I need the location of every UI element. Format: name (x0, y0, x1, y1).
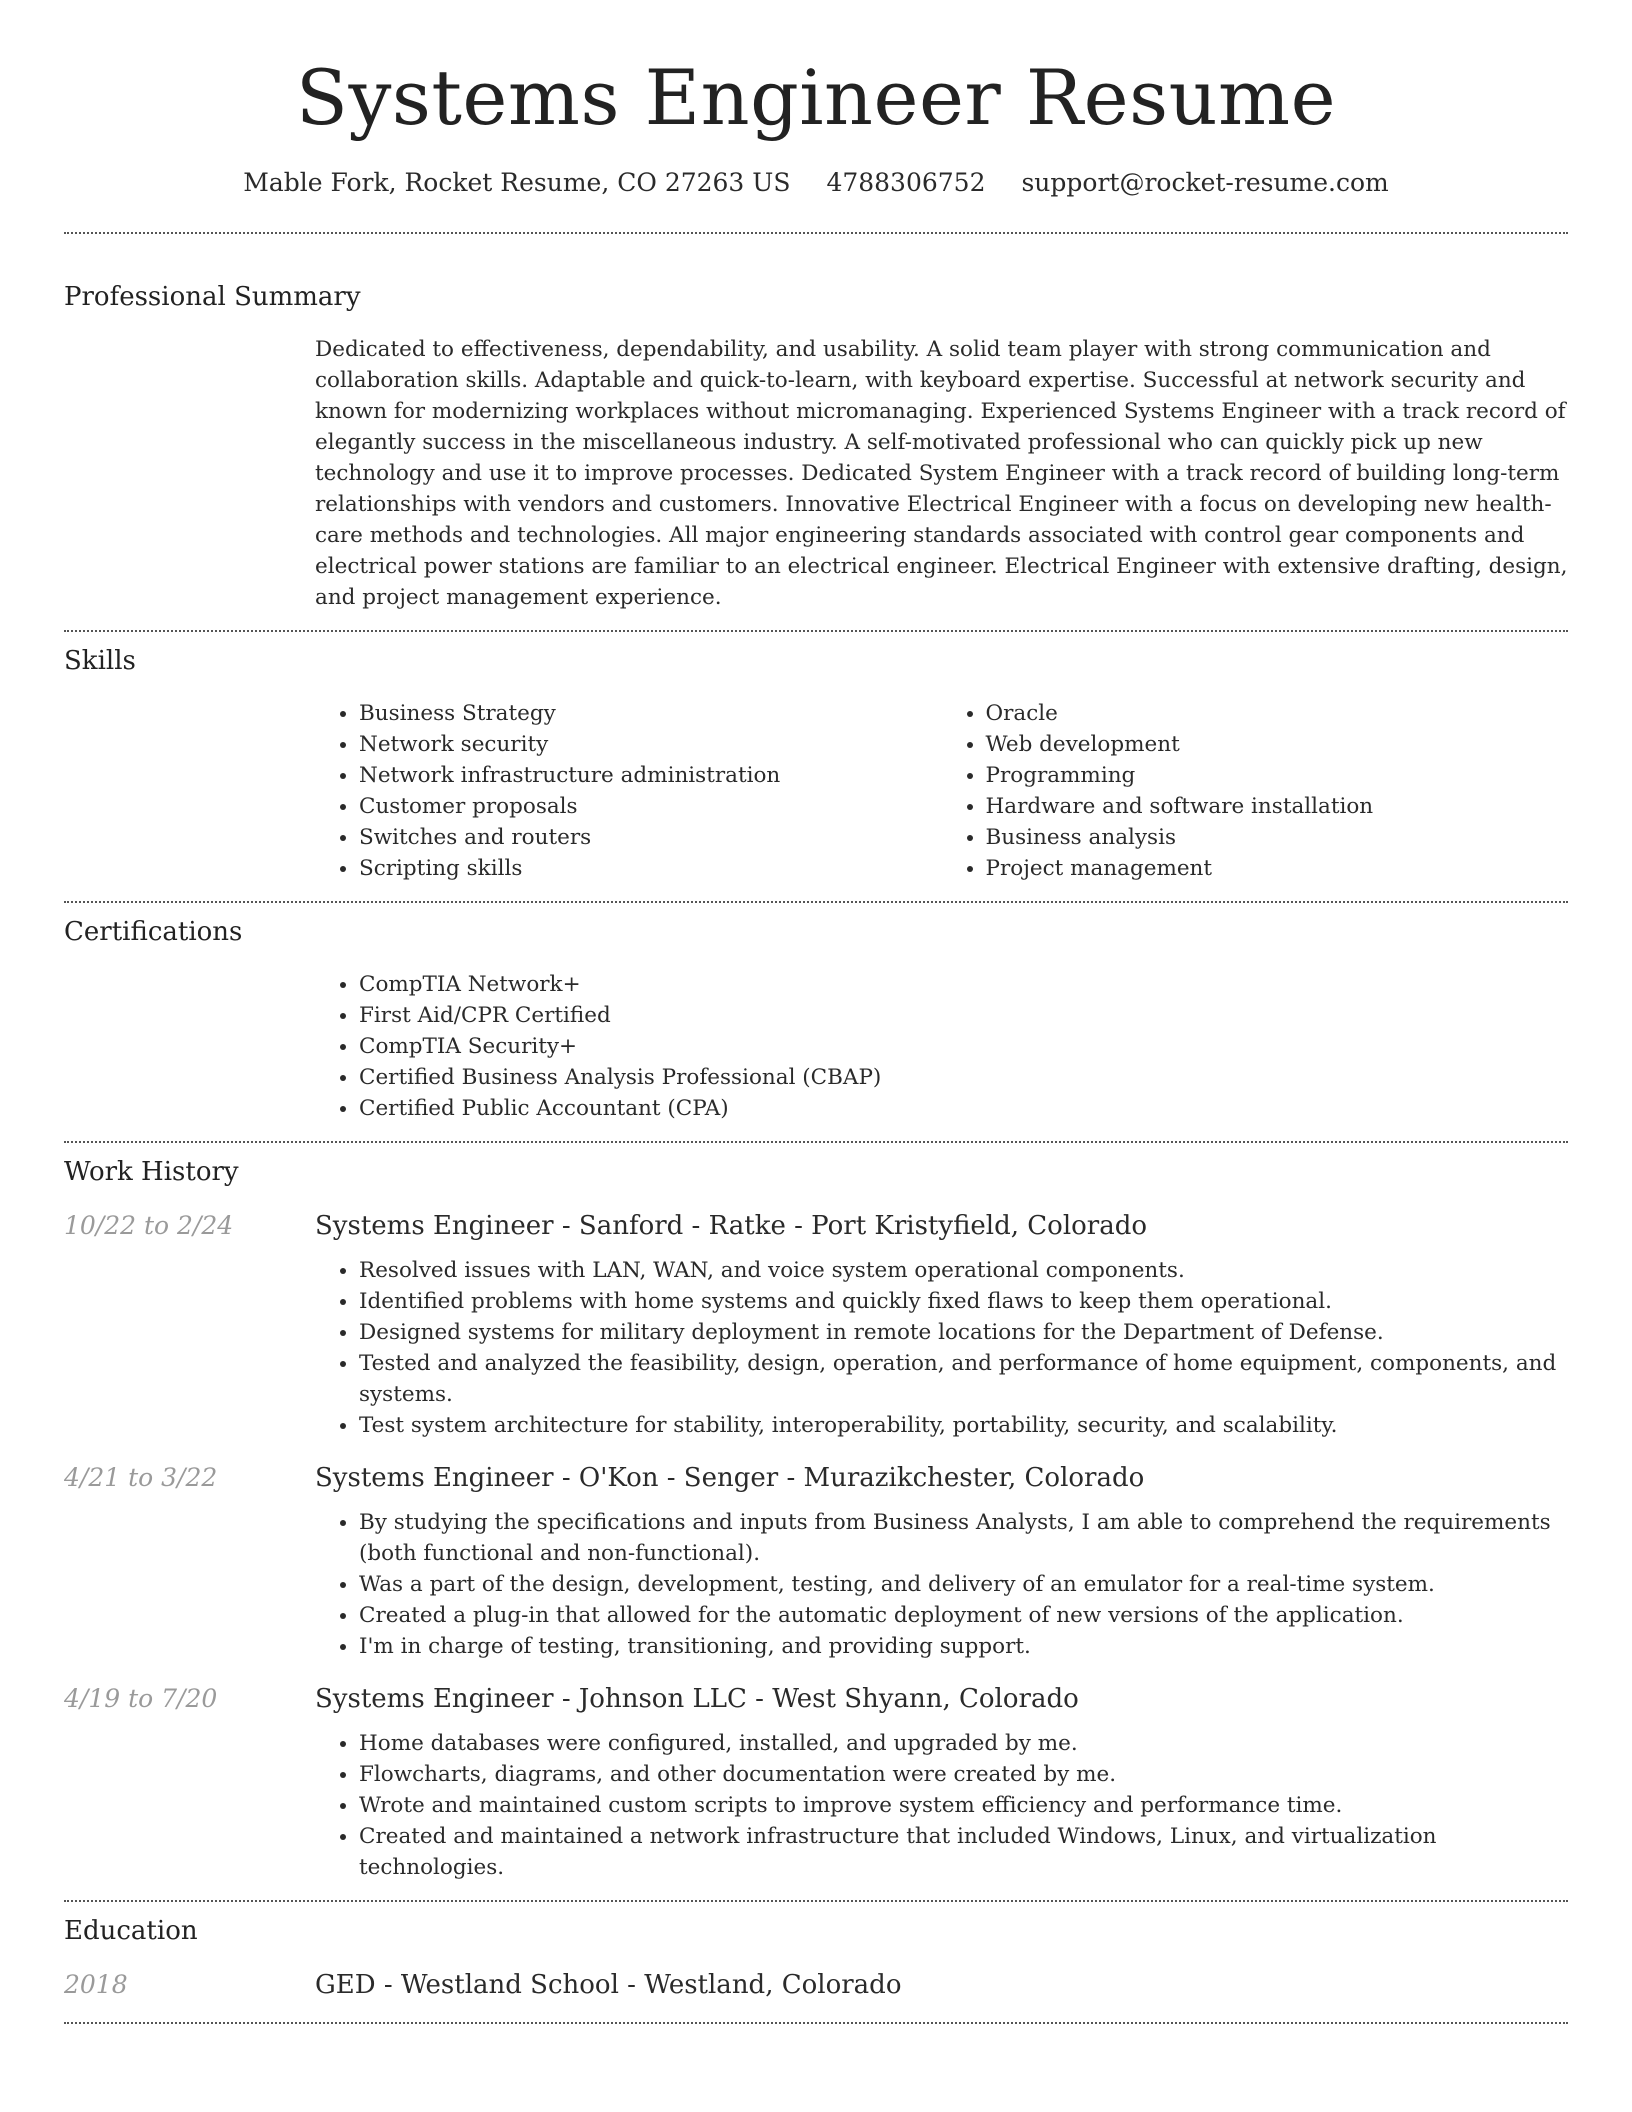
skills-column-right (942, 698, 1569, 884)
job-bullets (315, 1507, 1568, 1662)
list-item: • Was a part of the design, development, testing, and delivery of an emulator for a real-time system. (359, 1569, 1568, 1600)
list-item: • Flowcharts, diagrams, and other documentation were created by me. (359, 1759, 1568, 1790)
education-year: 2018 (64, 1970, 128, 1999)
contact-phone: 4788306752 (826, 168, 986, 197)
list-item: • Test system architecture for stability, interoperability, portability, security, and scalability. (359, 1410, 1568, 1441)
list-item: • Programming (986, 760, 1569, 791)
list-item: • Resolved issues with LAN, WAN, and voice system operational components. (359, 1255, 1568, 1286)
list-item: • Business Strategy (359, 698, 942, 729)
section-divider (64, 232, 1568, 234)
list-item: • Certified Public Accountant (CPA) (359, 1093, 1568, 1124)
list-item: • Business analysis (986, 822, 1569, 853)
job-dates: 4/21 to 3/22 (64, 1463, 218, 1492)
contact-email: support@rocket-resume.com (1021, 168, 1389, 197)
education-heading: Education (64, 1916, 198, 1946)
summary-body (315, 334, 1568, 613)
section-divider (64, 1141, 1568, 1143)
list-item: • Network infrastructure administration (359, 760, 942, 791)
certifications-heading: Certifications (64, 917, 243, 947)
list-item: • Scripting skills (359, 853, 942, 884)
list-item: • Identified problems with home systems and quickly fixed flaws to keep them operational. (359, 1286, 1568, 1317)
list-item: • Certified Business Analysis Professional (CBAP) (359, 1062, 1568, 1093)
list-item: • Created a plug-in that allowed for the automatic deployment of new versions of the application. (359, 1600, 1568, 1631)
education-section (64, 1914, 1568, 2000)
job-header (64, 1211, 1568, 1241)
certifications-list (315, 969, 1568, 1124)
contact-line (64, 166, 1568, 200)
list-item: • By studying the specifications and inputs from Business Analysts, I am able to comprehend the requirements (both functional and non-functional). (359, 1507, 1568, 1569)
list-item: • I'm in charge of testing, transitioning, and providing support. (359, 1631, 1568, 1662)
skills-column-left (315, 698, 942, 884)
summary-heading: Professional Summary (64, 282, 361, 312)
certifications-section (64, 915, 1568, 1124)
job-entry (64, 1211, 1568, 1441)
section-divider (64, 1900, 1568, 1902)
list-item: • First Aid/CPR Certified (359, 1000, 1568, 1031)
list-item: • Home databases were configured, installed, and upgraded by me. (359, 1728, 1568, 1759)
job-dates: 4/19 to 7/20 (64, 1684, 218, 1713)
list-item: • Created and maintained a network infrastructure that included Windows, Linux, and virtualization technologies. (359, 1821, 1568, 1883)
work-heading: Work History (64, 1157, 239, 1187)
section-divider (64, 630, 1568, 632)
job-title: Systems Engineer - O'Kon - Senger - Murazikchester, Colorado (315, 1463, 1145, 1493)
summary-text: Dedicated to effectiveness, dependability, and usability. A solid team player with strong communication and collaboration skills. Adaptable and quick-to-learn, with keyboard expertise. Successful at network security and known for modernizing workplaces without micromanaging. Experienced Systems Engineer with a track record of elegantly success in the miscellaneous industry. A self-motivated professional who can quickly pick up new technology and use it to improve processes. Dedicated System Engineer with a track record of building long-term relationships with vendors and customers. Innovative Electrical Engineer with a focus on developing new health-care methods and technologies. All major engineering standards associated with control gear components and electrical power stations are familiar to an electrical engineer. Electrical Engineer with extensive drafting, design, and project management experience. (315, 337, 1568, 610)
job-header (64, 1684, 1568, 1714)
job-bullets (315, 1728, 1568, 1883)
skills-section (64, 644, 1568, 884)
list-item: • Wrote and maintained custom scripts to improve system efficiency and performance time. (359, 1790, 1568, 1821)
work-section (64, 1155, 1568, 1883)
page-title: Systems Engineer Resume (295, 53, 1337, 142)
job-bullets (315, 1255, 1568, 1441)
skills-list (315, 698, 1568, 884)
job-entry (64, 1463, 1568, 1662)
list-item: • Web development (986, 729, 1569, 760)
contact-address: Mable Fork, Rocket Resume, CO 27263 US (243, 168, 791, 197)
list-item: • Hardware and software installation (986, 791, 1569, 822)
list-item: • CompTIA Network+ (359, 969, 1568, 1000)
summary-section (64, 280, 1568, 613)
list-item: • Switches and routers (359, 822, 942, 853)
skills-heading: Skills (64, 646, 136, 676)
job-title: Systems Engineer - Johnson LLC - West Shyann, Colorado (315, 1684, 1079, 1714)
job-header (64, 1463, 1568, 1493)
job-title: Systems Engineer - Sanford - Ratke - Port Kristyfield, Colorado (315, 1211, 1148, 1241)
job-dates: 10/22 to 2/24 (64, 1211, 234, 1240)
list-item: • Oracle (986, 698, 1569, 729)
education-detail: GED - Westland School - Westland, Colorado (315, 1970, 902, 2000)
list-item: • CompTIA Security+ (359, 1031, 1568, 1062)
section-divider (64, 901, 1568, 903)
list-item: • Project management (986, 853, 1569, 884)
education-entry (64, 1970, 1568, 2000)
list-item: • Network security (359, 729, 942, 760)
job-entry (64, 1684, 1568, 1883)
list-item: • Customer proposals (359, 791, 942, 822)
list-item: • Designed systems for military deployment in remote locations for the Department of Defense. (359, 1317, 1568, 1348)
section-divider (64, 2022, 1568, 2024)
list-item: • Tested and analyzed the feasibility, design, operation, and performance of home equipment, components, and systems. (359, 1348, 1568, 1410)
